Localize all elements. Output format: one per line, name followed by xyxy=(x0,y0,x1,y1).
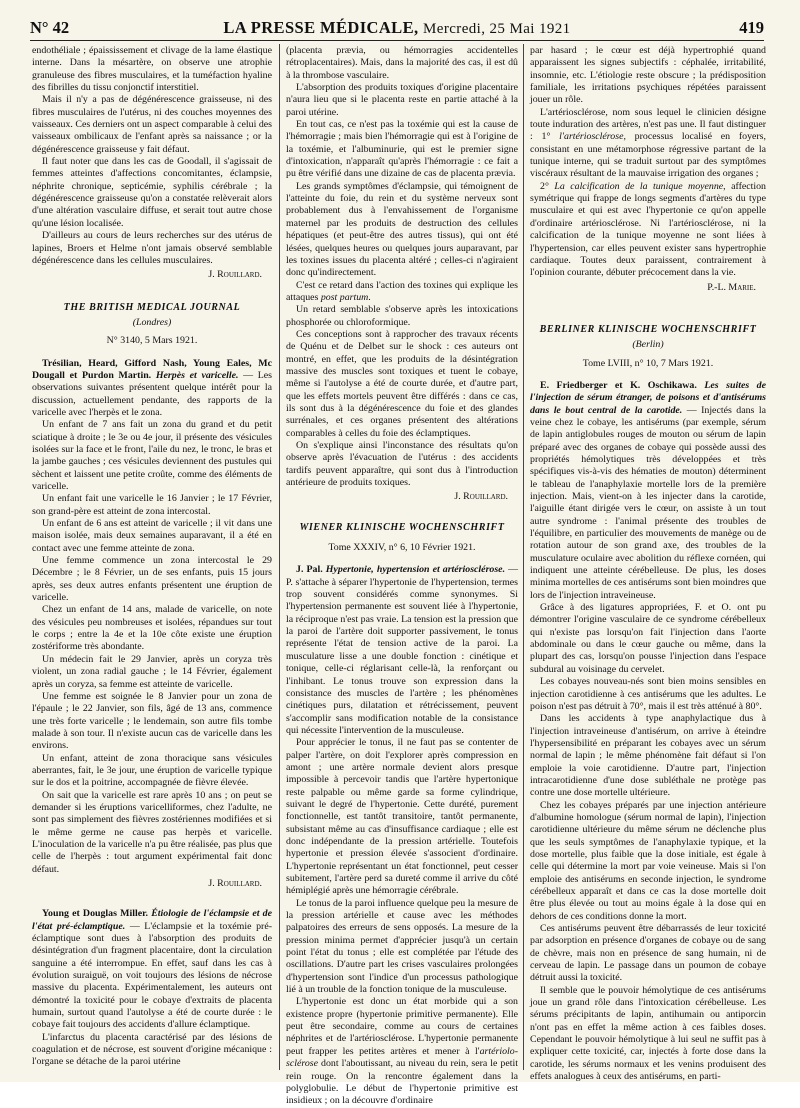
newspaper-title xyxy=(30,18,764,38)
paragraph: Un enfant fait une varicelle le 16 Janvier ; le 17 Février, son grand-père est atteint de zona intercostal. xyxy=(32,493,272,517)
article-authors: Trésilian, Heard, Gifford Nash, Young Eales, Mc Dougall et Purdon Martin. xyxy=(32,357,272,381)
paragraph-text: . xyxy=(368,291,371,303)
header-rule xyxy=(30,40,764,41)
paragraph: L'absorption des produits toxiques d'origine placentaire n'aura lieu que si le placenta reste en partie attaché à la paroi utérine. xyxy=(286,82,518,118)
issue-number: N° 42 xyxy=(30,18,70,37)
column-3 xyxy=(530,45,766,1083)
paragraph: Grâce à des ligatures appropriées, F. et O. ont pu démontrer l'origine vasculaire de ce syndrome cérébelleux qui n'existe pas lorsqu'on fait l'injection dans l'aorte abdominale ou dans le cœur gauche ou même, dans la plupart des cas, lorsqu'on pousse l'injection dans l'espace subdural au voisinage du cervelet. xyxy=(530,602,766,675)
article-title: Étiologie de l'éclampsie et de l'état pré-éclamptique. xyxy=(32,908,273,932)
paragraph: L'infarctus du placenta caractérisé par des lésions de coagulation et de nécrose, est souvent d'origine mécanique : l'organe se détache de la paroi utérine xyxy=(32,1031,272,1068)
paragraph-italic: La calcification de la tunique moyenne xyxy=(554,180,724,192)
paragraph-text: L'artériosclérose, nom sous lequel le clinicien désigne toute induration des artères, n'est pas une. Il faut distinguer : xyxy=(530,106,766,143)
journal-heading: BERLINER KLINISCHE WOCHENSCHRIFT xyxy=(539,323,757,335)
author-signature: J. Rouillard. xyxy=(208,269,262,281)
paragraph: Ces conceptions sont à rapprocher des travaux récents de Quénu et de Delbet sur le shock : ces auteurs ont montré, en effet, que les produits de la désintégration massive des muscles sont toxiques et tuent le cobaye, même si l'autolyse a été de courte durée, et d'autre part, que les effets mortels peuvent être différés : dans ce cas, ils sont dus à la dégénérescence du foie et des glandes surrénales, et ces organes présentent des altérations comparables à celles du foie des éclamptiques. xyxy=(286,328,518,439)
journal-heading: WIENER KLINISCHE WOCHENSCHRIFT xyxy=(299,521,505,533)
paragraph-text: dont l'aboutissant, au niveau du rein, sera le petit rein rouge. On la rencontre également dans la polyglobulie. Le début de l'hypertonie primitive est insidieux ; on la découvre d'ordinaire xyxy=(286,1058,518,1107)
column-divider-2 xyxy=(523,44,524,1070)
paragraph: Une femme commence un zona intercostal le 29 Décembre ; le 8 Février, un de ses enfants, puis 15 jours après, ses deux autres enfants présentent une éruption de varicelle. xyxy=(32,555,272,604)
page-number: 419 xyxy=(739,18,764,37)
author-signature: J. Rouillard. xyxy=(208,878,262,889)
paragraph: Mais il n'y a pas de dégénérescence graisseuse, ni des fibres musculaires de l'utérus, ni des couches moyennes des vaisseaux. Ces derniers ont un aspect comparable à celui des vaisseaux ombilicaux de l'enfant après sa naissance ; or la dégénérescence graisseuse y fait défaut. xyxy=(32,94,272,155)
article-authors: J. Pal. xyxy=(296,564,323,576)
paragraph: — Injectés dans la veine chez le cobaye, les antisérums (par exemple, sérum de lapin antiglobules rouges de mouton ou sérum de lapin préparé avec des organes de cobaye qui possède aussi des propriétés hémolytiques très développées et très spécifiques vis-à-vis des hématies de mouton) déterminent le tableau de l'anaphylaxie mortelle lors de la première injection. Mais, vient-on à les injecter dans la carotide, l'aiguille étant dirigée vers le cœur, on assiste à un tout autre syndrome : l'animal présente des troubles de l'équilibre, en particulier des mouvements de manège ou de rotation autour de son grand axe, des troubles de la musculature oculaire avec abolition du réflexe cornéen, qui indiquent une atteinte cérébelleuse. De plus, les doses minima mortelles de ces antisérums sont bien moindres que lors de l'injection intraveineuse. xyxy=(530,404,766,601)
article-authors: Young et Douglas Miller. xyxy=(42,908,149,920)
article-title: Herpès et varicelle. xyxy=(155,369,239,381)
article-intro xyxy=(32,358,272,420)
paragraph-text: 2° xyxy=(540,180,555,192)
paragraph: Les cobayes nouveau-nés sont bien moins sensibles en injection carotidienne à ces antisérums que les adultes. Le poison n'est pas détruit à 70°, mais il est très atténué à 80°. xyxy=(530,676,766,712)
paragraph-italic: post partum xyxy=(320,291,369,303)
paragraph: Il semble que le pouvoir hémolytique de ces antisérums joue un grand rôle dans l'intoxication cérébelleuse. Les sérums précipitants de lapin, antihumain ou antiporcin n'ont pas en effet la même action à ces faibles doses. Cependant le pouvoir hémolytique à lui seul ne suffit pas à expliquer cette toxicité, car, injectés à forte dose dans la carotide, les sérums normaux et les venins produisent des effets analogues à ceux des antisérums, en parti- xyxy=(530,984,766,1083)
author-signature: P.-L. Marie. xyxy=(707,281,756,293)
paragraph: (placenta prævia, ou hémorragies accidentelles rétroplacentaires). Mais, dans la majorité des cas, il est dû à la thrombose vasculaire. xyxy=(286,45,518,81)
article-title: Les suites de l'injection de sérum étranger, de poisons et d'antisérums dans le bout central de la carotide. xyxy=(530,379,766,416)
paragraph: Un enfant, atteint de zona thoracique sans vésicules aberrantes, fait, le 3e jour, une éruption de varicelle typique sur le dos et la poitrine, accompagnée de fièvre élevée. xyxy=(32,752,272,789)
paragraph-italic: artériolo-sclérose xyxy=(286,1045,518,1070)
author-signature: J. Rouillard. xyxy=(454,491,508,503)
paragraph-text: 1° xyxy=(541,131,560,143)
article-intro xyxy=(530,380,766,602)
paragraph xyxy=(530,107,766,181)
paragraph: — L'éclampsie et la toxémie pré-éclamptique sont dues à l'absorption des produits de désintégration d'un fragment placentaire, dont la circulation sanguine a été interrompue. En effet, sauf dans les cas à évolution suraiguë, on voit toujours des lésions de nécrose massive du placenta. Expérimentalement, les auteurs ont démontré la toxicité pour le cobaye d'extraits de placenta humain, surtout quand l'autolyse a été de courte durée : le cobaye fait toujours des accidents d'allure éclamptique. xyxy=(32,920,272,1031)
paragraph: Un médecin fait le 29 Janvier, après un coryza très violent, un zona radial gauche ; le 14 Février, également après un coryza, sa femme est atteinte de varicelle. xyxy=(32,653,272,690)
article-intro xyxy=(32,908,272,1031)
paragraph: Le tonus de la paroi influence quelque peu la mesure de la pression artérielle et cause avec les méthodes palpatoires des erreurs de sens opposés. La mesure de la pression minima permet d'apprécier jusqu'à un certain point l'état du tonus ; elle est complétée par l'étude des oscillations. D'autre part les crises vasculaires prolongées d'hypertension sont l'indice d'un processus pathologique lié à un trouble de la fonction tonique de la musculeuse. xyxy=(286,897,518,996)
paragraph: endothéliale ; épaississement et clivage de la lame élastique interne. Dans la mésartère, on observe une atrophie granuleuse des fibres musculaires, et la tuméfaction hyaline des fibrilles du tissu conjonctif interstitiel. xyxy=(32,45,272,94)
paragraph-text: L'hypertonie est donc un état morbide qui a son existence propre (hypertonie primitive permanente). Elle peut être secondaire, comme au cours de certaines néphrites et de l'artériosclérose. L'hypertonie permanente peut frapper les petites artères et mener à l' xyxy=(286,996,518,1057)
column-divider-1 xyxy=(279,44,280,1070)
paragraph: Un enfant de 7 ans fait un zona du grand et du petit sciatique à droite ; le 3e ou 4e jour, il présente des vésicules isolées sur la face et le front, l'aile du nez, le tronc, le bras et la jambe gauches ; ces vésicules deviennent des pustules qui sèchent et laissent une petite croûte, comme des éléments de varicelle. xyxy=(32,419,272,492)
paragraph: Pour apprécier le tonus, il ne faut pas se contenter de palper l'artère, on doit l'explorer après compression en amont ; une artère normale devient alors presque impossible à percevoir tandis que l'artère hypertonique reste palpable ou même garde sa forme cylindrique, suivant le degré de l'hypertonie. Cette durété, purement fonctionnelle, est tantôt transitoire, tantôt permanente, subsistant même au cas d'insuffisance cardiaque ; elle est donc indépendante de la pression artérielle. Toutefois hypertonie et pression élevée s'associent d'ordinaire. L'hypertonie représentant un état fonctionnel, peut cesser subitement, l'artère perd sa dureté comme il arrive du côté hémiplégié après une hémorragie cérébrale. xyxy=(286,737,518,897)
column-1 xyxy=(32,45,272,1075)
paragraph: — P. s'attache à séparer l'hypertonie de l'hypertension, termes trop souvent considérés comme synonymes. Si l'hypertension permanente est souvent liée à l'hypertonie, la réciproque n'est pas vraie. La tension est la pression que la paroi de l'artère doit supporter passivement, le tonus représente l'état de tension active de la paroi. La musculature lisse a une double fonction : cinétique et tonique, celle-ci réglarisant celle-là, la renforçant ou l'inhibant. Le tonus trouve son expression dans la consistance des muscles de l'artère ; les phénomènes cinétiques purs, dilatation et rétrécissement, peuvent s'accomplir sans modification notable de la consistance qui nécessite l'intervention de la musculeuse. xyxy=(286,564,518,736)
paragraph: Un enfant de 6 ans est atteint de varicelle ; il vit dans une maison isolée, mais deux semaines auparavant, il a été en contact avec une femme atteinte de zona. xyxy=(32,518,272,554)
paragraph: Chez un enfant de 14 ans, malade de varicelle, on note des vésicules peu nombreuses et isolées, répandues sur tout le corps ; entre la 4e et la 10e côte existe une éruption zostériforme très abondante. xyxy=(32,604,272,653)
paragraph xyxy=(286,280,518,305)
article-intro xyxy=(286,564,518,737)
paragraph: par hasard ; le cœur est déjà hypertrophié quand apparaissent les signes subjectifs : céphalée, irritabilité, insomnie, etc. L'étiologie reste obscure ; la prédisposition familiale, les irritations psychiques répétées paraissent jouer un rôle. xyxy=(530,45,766,106)
paragraph: Un retard semblable s'observe après les intoxications phosphorée ou chloroformique. xyxy=(286,304,518,328)
journal-city: (Londres) xyxy=(132,316,172,328)
paragraph-text: C'est ce retard dans l'action des toxines qui explique les attaques xyxy=(286,279,518,303)
paragraph: Chez les cobayes préparés par une injection antérieure d'albumine homologue (sérum normal de lapin), l'injection carotidienne ultérieure du même sérum ne déclenche plus que les seuls symptômes de l'anaphylaxie typique, et la dose mortelle, plus faible que la dose initiale, est égale à celle qui détermine la mort par voie veineuse. Mais si l'on emploie des antisérums en seconde injection, le syndrome cérébelleux apparaît et dans ce cas la dose mortelle doit être plus élevée ou tout au moins égale à la dose qui en dehors de ces conditions donne la mort. xyxy=(530,799,766,922)
column-2 xyxy=(286,45,518,1107)
paragraph-text: , processus localisé en foyers, consistant en une métamorphose régressive partant de la tunique interne, qui se traduit surtout par des symptômes viscéraux résultant de la mauvaise irrigation des organes ; xyxy=(530,131,766,180)
paragraph: Les grands symptômes d'éclampsie, qui témoignent de l'atteinte du foie, du rein et du système nerveux sont probablement dus à l'envahissement de l'organisme maternel par les produits de destruction des cellules hépatiques (et peut-être des autres tissus), qui ont été lésées, quelques heures ou quelques jours auparavant, par les toxines issues du placenta altéré ; celles-ci n'agiraient donc qu'indirectement. xyxy=(286,180,518,279)
paragraph: Une femme est soignée le 8 Janvier pour un zona de l'épaule ; le 22 Janvier, son fils, âgé de 13 ans, commence une très forte varicelle ; le lendemain, son autre fils tombe malade à son tour. Il n'existe aucun cas de varicelle dans les environs. xyxy=(32,690,272,752)
paragraph xyxy=(286,996,518,1107)
newspaper-name: LA PRESSE MÉDICALE, xyxy=(223,18,419,37)
paragraph: On sait que la varicelle est rare après 10 ans ; on peut se demander si les éruptions varicelliformes, chez l'adulte, ne sont pas simplement des fièvres zostériennes modifiées et si le même germe ne cause pas herpès et varicelle. L'inoculation de la varicelle n'a pu être réalisée, pas plus que celle de l'herpès : tout argument expérimental fait donc défaut. xyxy=(32,789,272,875)
paragraph: Dans les accidents à type anaphylactique dus à l'injection intraveineuse d'antisérum, on arrive à éteindre l'hypersensibilité en préparant les cobayes avec un sérum normal de lapin ; le même phénomène fait défaut si l'on emploie la voie carotidienne. D'autre part, l'injection intracarotidienne d'une dose subléthale ne protège pas contre une dose mortelle ultérieure. xyxy=(530,713,766,799)
article-title: Hypertonie, hypertension et artériosclérose. xyxy=(325,564,506,576)
paragraph: Il faut noter que dans les cas de Goodall, il s'agissait de femmes atteintes d'affections concomitantes, éclampsie, néphrite chronique, septicémie, syphilis cérébrale ; la dégénérescence graisseuse qu'on a constatée relèverait alors d'une altération vasculaire diffuse, et serait tout autre chose qu'une lésion localisée. xyxy=(32,156,272,229)
journal-issue: Tome LVIII, n° 10, 7 Mars 1921. xyxy=(582,357,714,369)
journal-heading: THE BRITISH MEDICAL JOURNAL xyxy=(63,301,241,313)
paragraph: On s'explique ainsi l'inconstance des résultats qu'on observe après l'évacuation de l'utérus : des accidents tardifs peuvent apparaître, qui sont dus à l'introduction antérieure de produits toxiques. xyxy=(286,440,518,489)
journal-city: (Berlin) xyxy=(632,339,664,351)
paragraph: D'ailleurs au cours de leurs recherches sur des utérus de lapines, Broers et Helme n'ont jamais observé semblable dégénérescence dans les cellules musculaires. xyxy=(32,230,272,266)
paragraph: — Les observations suivantes présentent quelque intérêt pour la discussion, actuellement pendante, des rapports de la varicelle avec l'herpès et le zona. xyxy=(32,369,273,418)
paragraph: En tout cas, ce n'est pas la toxémie qui est la cause de l'hémorragie ; mais bien l'hémorragie qui est à l'origine de la toxémie, et l'albuminurie, qui est le premier signe d'intoxication, n'apparaît qu'après l'hémorragie : ce fait a pu être vérifié dans une dizaine de cas de placenta prævia. xyxy=(286,119,518,180)
paragraph: Ces antisérums peuvent être débarrassés de leur toxicité par adsorption en présence d'organes de cobaye ou de sang de chèvre, mais non en présence de sang humain, ni de cerveau de lapin. Le passage dans un poumon de cobaye détruit aussi la toxicité. xyxy=(530,923,766,984)
paragraph-italic: l'artériosclérose xyxy=(559,131,624,143)
issue-date: Mercredi, 25 Mai 1921 xyxy=(423,21,571,37)
article-authors: E. Friedberger et K. Oschikawa. xyxy=(540,379,697,391)
paragraph-text: , affection symétrique qui frappe de longs segments d'artères du type musculaire et qui est avec l'hypertonie ce qu'on appelle d'ordinaire artériosclérose. Ni l'artériosclérose, ni la calcification de la tunique moyenne ne sont liées à l'hypertension, car elles peuvent exister sans hypertrophie cardiaque. Toutes deux paraissent, contrairement à l'opinion courante, débuter précocement dans la vie. xyxy=(530,180,766,279)
journal-issue: N° 3140, 5 Mars 1921. xyxy=(106,335,198,347)
paragraph xyxy=(530,181,766,280)
journal-issue: Tome XXXIV, n° 6, 10 Février 1921. xyxy=(328,542,476,554)
